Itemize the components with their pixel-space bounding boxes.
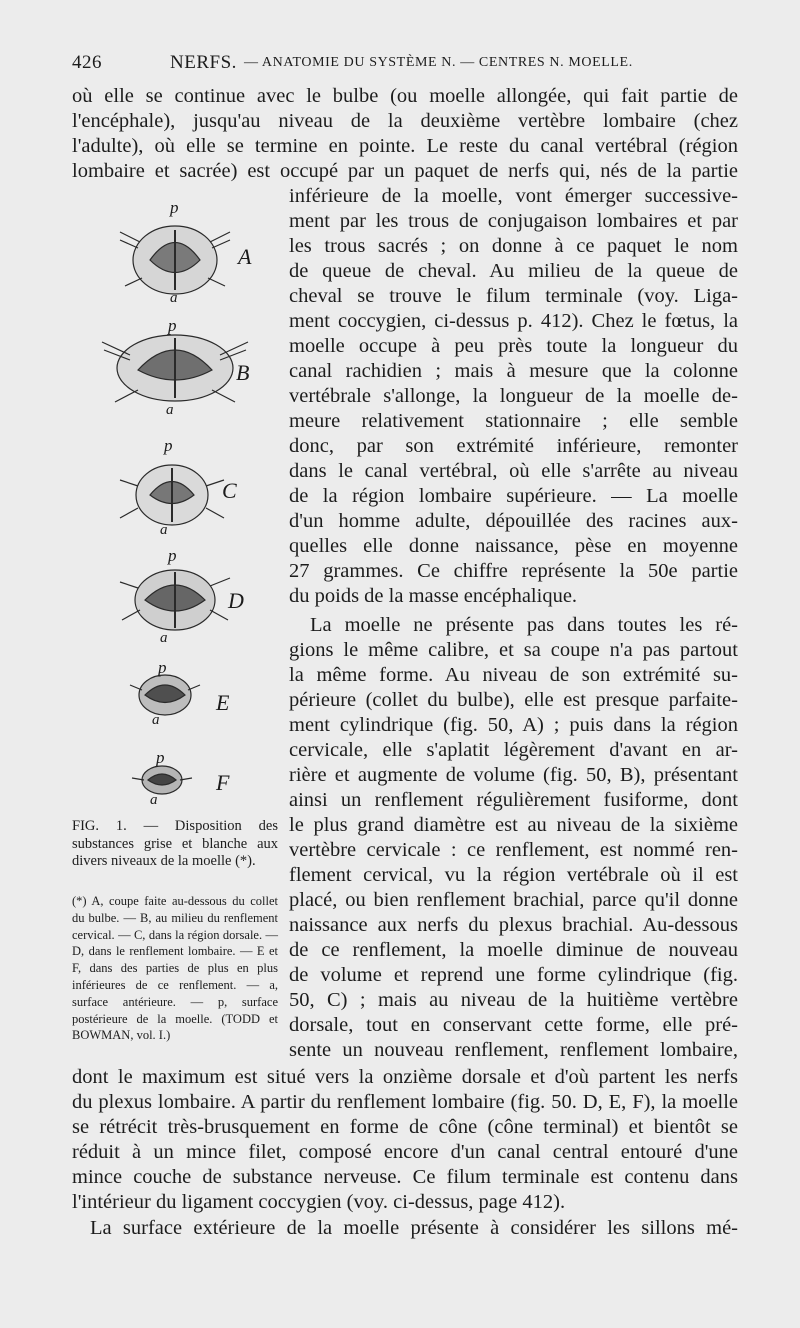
- text-line: de ce renflement, la moelle diminue de nouveau: [289, 939, 738, 961]
- text-line: flement cervical, vu la région vertébrale où il est: [289, 864, 738, 886]
- text-line: inférieure de la moelle, vont émerger successive-: [289, 185, 738, 207]
- text-line: naissance aux nerfs du plexus brachial. Au-dessous: [289, 914, 738, 936]
- text-line: ainsi un renflement régulièrement fusiforme, dont: [289, 789, 738, 811]
- section-c-drawing: [120, 465, 224, 525]
- spinal-cord-sections-figure: [80, 190, 280, 820]
- figure-label-p: p: [170, 198, 179, 217]
- text-line: mince couche de substance nerveuse. Ce filum terminale est contenu dans: [72, 1166, 738, 1188]
- text-line: périeure (collet du bulbe), elle est presque parfaite-: [289, 689, 738, 711]
- text-line: la même forme. Au niveau de son extrémité su-: [289, 664, 738, 686]
- text-line: le plus grand diamètre est au niveau de la sixième: [289, 814, 738, 836]
- section-d-drawing: [120, 570, 230, 630]
- text-line: l'intérieur du ligament coccygien (voy. ci-dessus, page 412).: [72, 1191, 566, 1213]
- text-line: dorsale, tout en conservant cette forme, elle pré-: [289, 1014, 738, 1036]
- figure-label-p: p: [156, 748, 165, 767]
- figure-label-p: p: [158, 658, 167, 677]
- figure-label-a: a: [152, 712, 160, 728]
- text-line: cheval se trouve le filum terminale (voy. Liga-: [289, 285, 738, 307]
- text-line: d'un homme adulte, dépouillée des racines aux-: [289, 510, 738, 532]
- text-line: l'encéphale), jusqu'au niveau de la deuxième vertèbre lombaire (chez: [72, 110, 738, 132]
- text-line: La moelle ne présente pas dans toutes les ré-: [310, 614, 738, 636]
- figure-label-p: p: [168, 546, 177, 565]
- header-title: NERFS.: [170, 52, 237, 73]
- text-line: sente un nouveau renflement, renflement lombaire,: [289, 1039, 738, 1061]
- text-line: lombaire et sacrée) est occupé par un paquet de nerfs qui, nés de la partie: [72, 160, 738, 182]
- text-line: ment cylindrique (fig. 50, A) ; puis dans la région: [289, 714, 738, 736]
- text-line: ment par les trous de conjugaison lombaires et par: [289, 210, 738, 232]
- text-line: ment coccygien, ci-dessus p. 412). Chez le fœtus, la: [289, 310, 738, 332]
- figure-label-a: a: [150, 792, 158, 808]
- figure-label-a: a: [160, 630, 168, 646]
- figure-label-p: p: [168, 316, 177, 335]
- figure-label-a: a: [170, 290, 178, 306]
- section-f-drawing: [132, 766, 192, 794]
- figure-label-a: a: [166, 402, 174, 418]
- text-line: placé, ou bien renflement brachial, parce qu'il donne: [289, 889, 738, 911]
- figure-caption: FIG. 1. — Disposition des substances grise et blanche aux divers niveaux de la moelle (*).: [72, 818, 278, 869]
- text-line: se rétrécit très-brusquement en forme de cône (cône terminal) et bientôt se: [72, 1116, 738, 1138]
- page-number: 426: [72, 52, 102, 73]
- text-line: quelles elle donne naissance, pèse en moyenne: [289, 535, 738, 557]
- text-line: La surface extérieure de la moelle présente à considérer les sillons mé-: [90, 1217, 738, 1239]
- text-line: 50, C) ; mais au niveau de la huitième vertèbre: [289, 989, 738, 1011]
- text-line: où elle se continue avec le bulbe (ou moelle allongée, qui fait partie de: [72, 85, 738, 107]
- text-line: de la région lombaire supérieure. — La moelle: [289, 485, 738, 507]
- text-line: meure relativement stationnaire ; elle semble: [289, 410, 738, 432]
- text-line: moelle occupe à peu près toute la longueur du: [289, 335, 738, 357]
- figure-label-p: p: [164, 436, 173, 455]
- text-line: 27 grammes. Ce chiffre représente la 50e partie: [289, 560, 738, 582]
- figure-note: (*) A, coupe faite au-dessous du collet du bulbe. — B, au milieu du renflement cervical. — C, dans la région dorsale. — D, dans le renflement lombaire. — E et F, dans des parties de plus en plus inférieures de ce renflement. — a, surface antérieure. — p, surface postérieure de la moelle. (TODD et BOWMAN, vol. I.): [72, 894, 278, 1043]
- figure-label-f-section: F: [216, 770, 230, 795]
- section-e-drawing: [130, 675, 200, 715]
- text-line: vertèbre cervicale : ce renflement, est nommé ren-: [289, 839, 738, 861]
- text-line: dont le maximum est situé vers la onzième dorsale et d'où partent les nerfs: [72, 1066, 738, 1088]
- text-line: dans le canal vertébral, où elle s'arrête au niveau: [289, 460, 738, 482]
- section-a-drawing: [120, 226, 230, 294]
- text-line: gions le même calibre, et sa coupe n'a pas partout: [289, 639, 738, 661]
- figure-label-d-section: D: [228, 588, 244, 613]
- figure-label-c-section: C: [222, 478, 237, 503]
- header-subtitle: — ANATOMIE DU SYSTÈME N. — CENTRES N. MOELLE.: [244, 55, 633, 70]
- text-line: du poids de la masse encéphalique.: [289, 585, 578, 607]
- text-line: réduit à un mince filet, composé encore d'un canal central entouré d'une: [72, 1141, 738, 1163]
- text-line: les trous sacrés ; on donne à ce paquet le nom: [289, 235, 738, 257]
- text-line: de queue de cheval. Au milieu de la queue de: [289, 260, 738, 282]
- figure-label-a: a: [160, 522, 168, 538]
- text-line: donc, par son extrémité inférieure, remonter: [289, 435, 738, 457]
- figure-label-a-section: A: [238, 244, 252, 269]
- figure-label-e-section: E: [216, 690, 230, 715]
- text-line: cervicale, elle s'aplatit légèrement d'avant en ar-: [289, 739, 738, 761]
- section-b-drawing: [102, 335, 248, 402]
- text-line: du plexus lombaire. A partir du renflement lombaire (fig. 50. D, E, F), la moelle: [72, 1091, 738, 1113]
- text-line: l'adulte), où elle se termine en pointe. Le reste du canal vertébral (région: [72, 135, 738, 157]
- text-line: canal rachidien ; mais à mesure que la colonne: [289, 360, 738, 382]
- running-header: [72, 48, 742, 78]
- figure-label-b-section: B: [236, 360, 250, 385]
- text-line: de volume et reprend une forme cylindrique (fig.: [289, 964, 738, 986]
- text-line: rière et augmente de volume (fig. 50, B), présentant: [289, 764, 738, 786]
- text-line: vertébrale s'allonge, la longueur de la moelle de-: [289, 385, 738, 407]
